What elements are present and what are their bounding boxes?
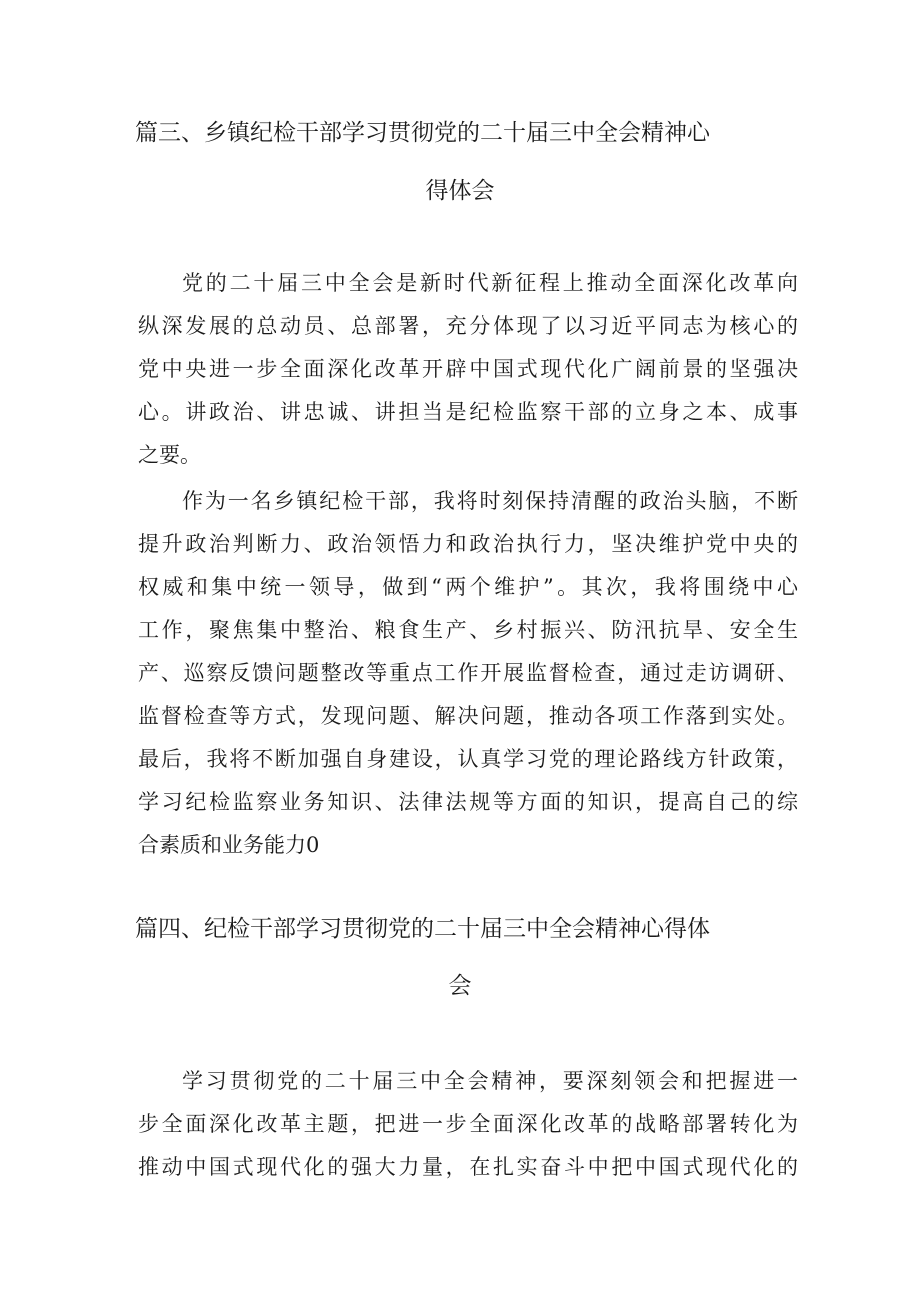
text-line: 最后，我将不断加强自身建设，认真学习党的理论路线方针政策， bbox=[138, 747, 798, 771]
text-line: 提升政治判断力、政治领悟力和政治执行力，坚决维护党中央的 bbox=[138, 532, 798, 556]
section4-paragraph-1 bbox=[138, 1060, 798, 1189]
text-line: 权威和集中统一领导，做到“两个维护”。其次，我将围绕中心 bbox=[138, 575, 798, 599]
text-line: 学习贯彻党的二十届三中全会精神，要深刻领会和把握进一 bbox=[182, 1069, 798, 1093]
text-line: 工作，聚焦集中整治、粮食生产、乡村振兴、防汛抗旱、安全生 bbox=[138, 618, 798, 642]
text-line: 步全面深化改革主题，把进一步全面深化改革的战略部署转化为 bbox=[138, 1112, 798, 1136]
text-line: 产、巡察反馈问题整改等重点工作开展监督检查，通过走访调研、 bbox=[138, 661, 798, 685]
section3-title-line1: 篇三、乡镇纪检干部学习贯彻党的二十届三中全会精神心 bbox=[135, 120, 710, 146]
text-line: 作为一名乡镇纪检干部，我将时刻保持清醒的政治头脑，不断 bbox=[182, 489, 798, 513]
text-line: 合素质和业务能力0 bbox=[138, 833, 320, 857]
text-line: 心。讲政治、讲忠诚、讲担当是纪检监察干部的立身之本、成事 bbox=[138, 400, 798, 424]
section4-title-line2: 会 bbox=[448, 973, 472, 999]
text-line: 党的二十届三中全会是新时代新征程上推动全面深化改革向 bbox=[182, 271, 798, 295]
text-line: 纵深发展的总动员、总部署，充分体现了以习近平同志为核心的 bbox=[138, 314, 798, 338]
text-line: 之要。 bbox=[138, 443, 201, 467]
text-line: 党中央进一步全面深化改革开辟中国式现代化广阔前景的坚强决 bbox=[138, 357, 798, 381]
text-line: 推动中国式现代化的强大力量，在扎实奋斗中把中国式现代化的 bbox=[138, 1155, 798, 1179]
text-line: 学习纪检监察业务知识、法律法规等方面的知识，提高自己的综 bbox=[138, 790, 798, 814]
text-line: 监督检查等方式，发现问题、解决问题，推动各项工作落到实处。 bbox=[138, 704, 798, 728]
section4-title-line1: 篇四、纪检干部学习贯彻党的二十届三中全会精神心得体 bbox=[135, 916, 710, 942]
section3-title-line2: 得体会 bbox=[425, 178, 495, 204]
section3-paragraph-2 bbox=[138, 480, 798, 867]
section3-paragraph-1 bbox=[138, 262, 798, 477]
